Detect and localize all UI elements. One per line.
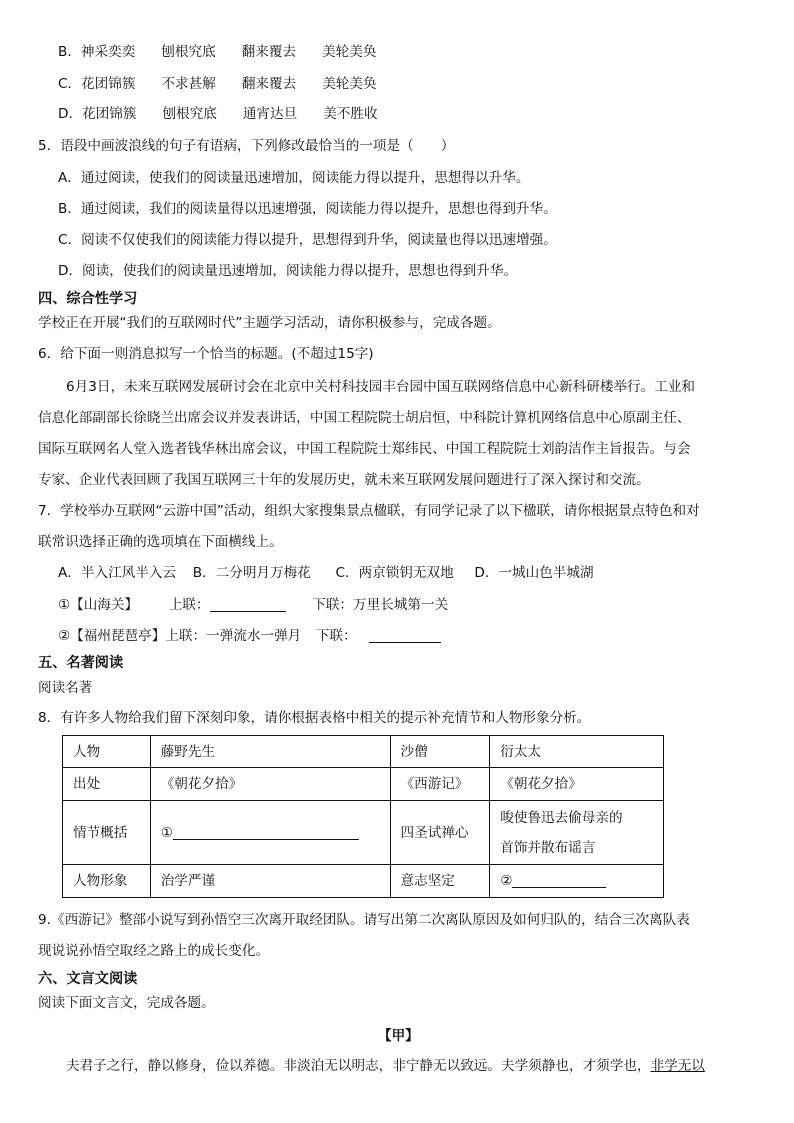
question-7-stem: 7．学校举办互联网“云游中国”活动，组织大家搜集景点楹联，有同学记录了以下楹联，请你根据景点特色和对 — [38, 503, 700, 519]
plot-text-line: 唆使鲁迅去偷母亲的 — [500, 809, 623, 826]
table-row — [63, 865, 664, 898]
table-cell: 沙僧 — [390, 736, 490, 768]
q7-option-d: D．一城山色半城湖 — [474, 565, 594, 581]
news-line: 信息化部副部长徐晓兰出席会议并发表讲话，中国工程院院士胡启恒，中科院计算机网络信息中心原副主任、 — [38, 410, 691, 426]
marked-phrase: 非学无以 — [650, 1058, 705, 1074]
table-cell: 人物形象 — [63, 865, 151, 898]
table-cell: 治学严谨 — [150, 865, 390, 898]
answer-blank[interactable] — [512, 872, 606, 888]
classical-text: 夫君子之行，静以修身，俭以养德。非淡泊无以明志，非宁静无以致远。夫学须静也，才须学也， — [66, 1058, 651, 1074]
table-cell: 意志坚定 — [390, 865, 490, 898]
q4-option-d: D．花团锦簇 刨根究底 通宵达旦 美不胜收 — [58, 106, 378, 122]
answer-blank[interactable] — [173, 824, 359, 840]
table-row — [63, 801, 664, 865]
answer-blank[interactable] — [369, 627, 441, 643]
character-table — [62, 735, 664, 898]
table-cell — [490, 865, 664, 898]
passage-label-jia: 【甲】 — [378, 1028, 419, 1044]
section-6-intro: 阅读下面文言文，完成各题。 — [38, 995, 215, 1011]
couplet-1-lower: 下联：万里长城第一关 — [312, 597, 449, 613]
couplet-2 — [58, 626, 441, 646]
couplet-2-place: ②【福州琵琶亭】 — [58, 628, 166, 644]
table-cell — [150, 801, 390, 865]
q7-options — [58, 563, 594, 583]
section-4-heading: 四、综合性学习 — [38, 291, 138, 307]
table-row — [63, 736, 664, 768]
q7-option-b: B．二分明月万梅花 — [192, 565, 311, 581]
section-6-heading: 六、文言文阅读 — [38, 971, 138, 987]
answer-blank[interactable] — [210, 596, 286, 612]
news-line: 6月3日，未来互联网发展研讨会在北京中关村科技园丰台园中国互联网络信息中心新科研楼举行。工业和 — [66, 379, 696, 395]
table-cell: 四圣试禅心 — [390, 801, 490, 865]
table-cell: 藤野先生 — [150, 736, 390, 768]
q4-option-c: C．花团锦簇 不求甚解 翻来覆去 美轮美奂 — [58, 76, 377, 92]
question-9-stem: 9.《西游记》整部小说写到孙悟空三次离开取经团队。请写出第二次离队原因及如何归队的，结合三次离队表 — [38, 912, 690, 928]
table-cell: 出处 — [63, 768, 151, 801]
blank-marker-2: ② — [500, 873, 513, 889]
q5-option-d: D．阅读，使我们的阅读量迅速增加，阅读能力得以提升，思想也得到升华。 — [58, 263, 518, 279]
table-cell: 衍太太 — [490, 736, 664, 768]
couplet-2-lower-label: 下联： — [315, 628, 357, 644]
question-5-stem: 5．语段中画波浪线的句子有语病，下列修改最恰当的一项是（ ） — [38, 138, 455, 154]
q5-option-b: B．通过阅读，我们的阅读量得以迅速增强，阅读能力得以提升，思想也得到升华。 — [58, 201, 557, 217]
classical-text-line — [66, 1056, 705, 1076]
q7-option-c: C．两京锁钥无双地 — [335, 565, 454, 581]
question-9-stem-cont: 现说说孙悟空取经之路上的成长变化。 — [38, 943, 270, 959]
table-cell — [490, 801, 664, 865]
question-8-stem: 8．有许多人物给我们留下深刻印象，请你根据表格中相关的提示补充情节和人物形象分析。 — [38, 710, 591, 726]
q4-option-b: B．神采奕奕 刨根究底 翻来覆去 美轮美奂 — [58, 44, 377, 60]
table-row — [63, 768, 664, 801]
table-cell: 《西游记》 — [390, 768, 490, 801]
news-line: 专家、企业代表回顾了我国互联网三十年的发展历史，就未来互联网发展问题进行了深入探讨和交流。 — [38, 472, 650, 488]
blank-marker-1: ① — [160, 824, 173, 841]
question-6-stem: 6．给下面一则消息拟写一个恰当的标题。(不超过15字) — [38, 346, 374, 362]
question-7-stem-cont: 联常识选择正确的选项填在下面横线上。 — [38, 534, 283, 550]
q7-option-a: A．半入江风半入云 — [58, 565, 177, 581]
news-line: 国际互联网名人堂入选者钱华林出席会议，中国工程院院士郑纬民、中国工程院院士刘韵洁作主旨报告。与会 — [38, 441, 691, 457]
plot-text-line: 首饰并散布谣言 — [500, 839, 596, 856]
couplet-1-upper-label: 上联： — [168, 597, 210, 613]
table-cell: 人物 — [63, 736, 151, 768]
couplet-1 — [58, 595, 448, 615]
couplet-2-upper: 上联：一弹流水一弹月 — [165, 628, 302, 644]
q5-option-a: A．通过阅读，使我们的阅读量迅速增加，阅读能力得以提升，思想得以升华。 — [58, 170, 530, 186]
couplet-1-place: ①【山海关】 — [58, 597, 139, 613]
section-4-intro: 学校正在开展“我们的互联网时代”主题学习活动，请你积极参与，完成各题。 — [38, 315, 501, 331]
table-cell: 《朝花夕拾》 — [490, 768, 664, 801]
section-5-heading: 五、名著阅读 — [38, 655, 124, 671]
section-5-intro: 阅读名著 — [38, 680, 93, 696]
table-cell: 情节概括 — [63, 801, 151, 865]
table-cell: 《朝花夕拾》 — [150, 768, 390, 801]
q5-option-c: C．阅读不仅使我们的阅读能力得以提升，思想得到升华，阅读量也得以迅速增强。 — [58, 232, 557, 248]
